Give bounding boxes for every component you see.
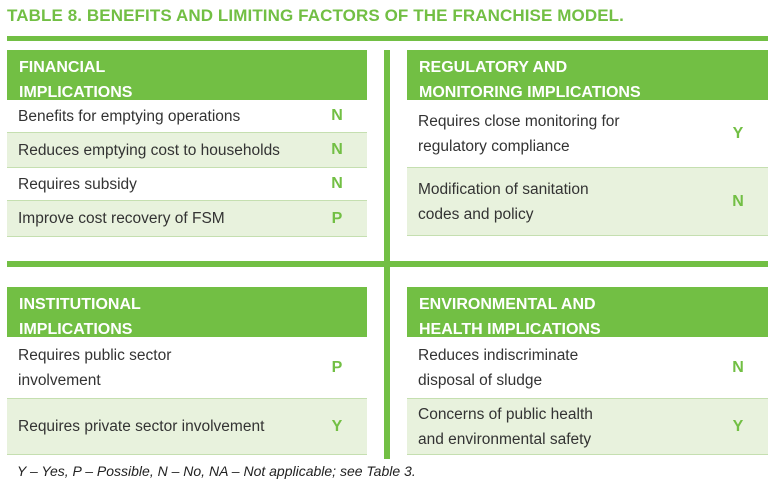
financial-implications-section: [7, 50, 367, 237]
row-label: Benefits for emptying operations: [18, 107, 241, 125]
row-label: Requires close monitoring for regulatory compliance: [418, 112, 620, 155]
row-value: Y: [732, 124, 744, 142]
row-value: Y: [732, 417, 744, 435]
row-value: N: [732, 192, 744, 210]
table-row: [7, 399, 367, 455]
row-value: P: [331, 209, 343, 227]
table-row: [407, 168, 768, 236]
row-value: N: [331, 175, 343, 192]
row-label: Modification of sanitation codes and policy: [418, 180, 589, 223]
table-row: [7, 201, 367, 237]
row-label: Requires subsidy: [18, 175, 137, 193]
table-row: [407, 100, 768, 168]
row-value: Y: [331, 417, 343, 435]
table-row: [407, 337, 768, 399]
row-label: Reduces indiscriminate disposal of sludge: [418, 346, 579, 389]
row-value: N: [732, 358, 744, 376]
table-row: [407, 399, 768, 455]
row-value: P: [331, 358, 343, 376]
row-value: N: [331, 107, 343, 124]
vertical-divider: [384, 50, 390, 459]
section-header: ENVIRONMENTAL AND HEALTH IMPLICATIONS: [407, 287, 768, 337]
table-row: [7, 337, 367, 399]
row-label: Improve cost recovery of FSM: [18, 210, 225, 227]
regulatory-monitoring-section: [407, 50, 768, 236]
section-header: FINANCIAL IMPLICATIONS: [7, 50, 367, 100]
section-header: REGULATORY AND MONITORING IMPLICATIONS: [407, 50, 768, 100]
row-label: Requires public sector involvement: [18, 346, 172, 389]
environmental-health-section: [407, 287, 768, 455]
table-title: TABLE 8. BENEFITS AND LIMITING FACTORS OF THE FRANCHISE MODEL.: [7, 6, 624, 25]
top-divider: [7, 36, 768, 41]
institutional-implications-section: [7, 287, 367, 455]
row-label: Requires private sector involvement: [18, 418, 265, 435]
table-row: [7, 168, 367, 201]
horizontal-divider: [7, 261, 768, 267]
row-label: Concerns of public health and environmental safety: [418, 405, 593, 448]
row-value: N: [331, 141, 343, 158]
table-row: [7, 100, 367, 133]
section-header: INSTITUTIONAL IMPLICATIONS: [7, 287, 367, 337]
table-row: [7, 133, 367, 168]
row-label: Reduces emptying cost to households: [18, 141, 280, 159]
table-footnote: Y – Yes, P – Possible, N – No, NA – Not applicable; see Table 3.: [17, 463, 416, 479]
